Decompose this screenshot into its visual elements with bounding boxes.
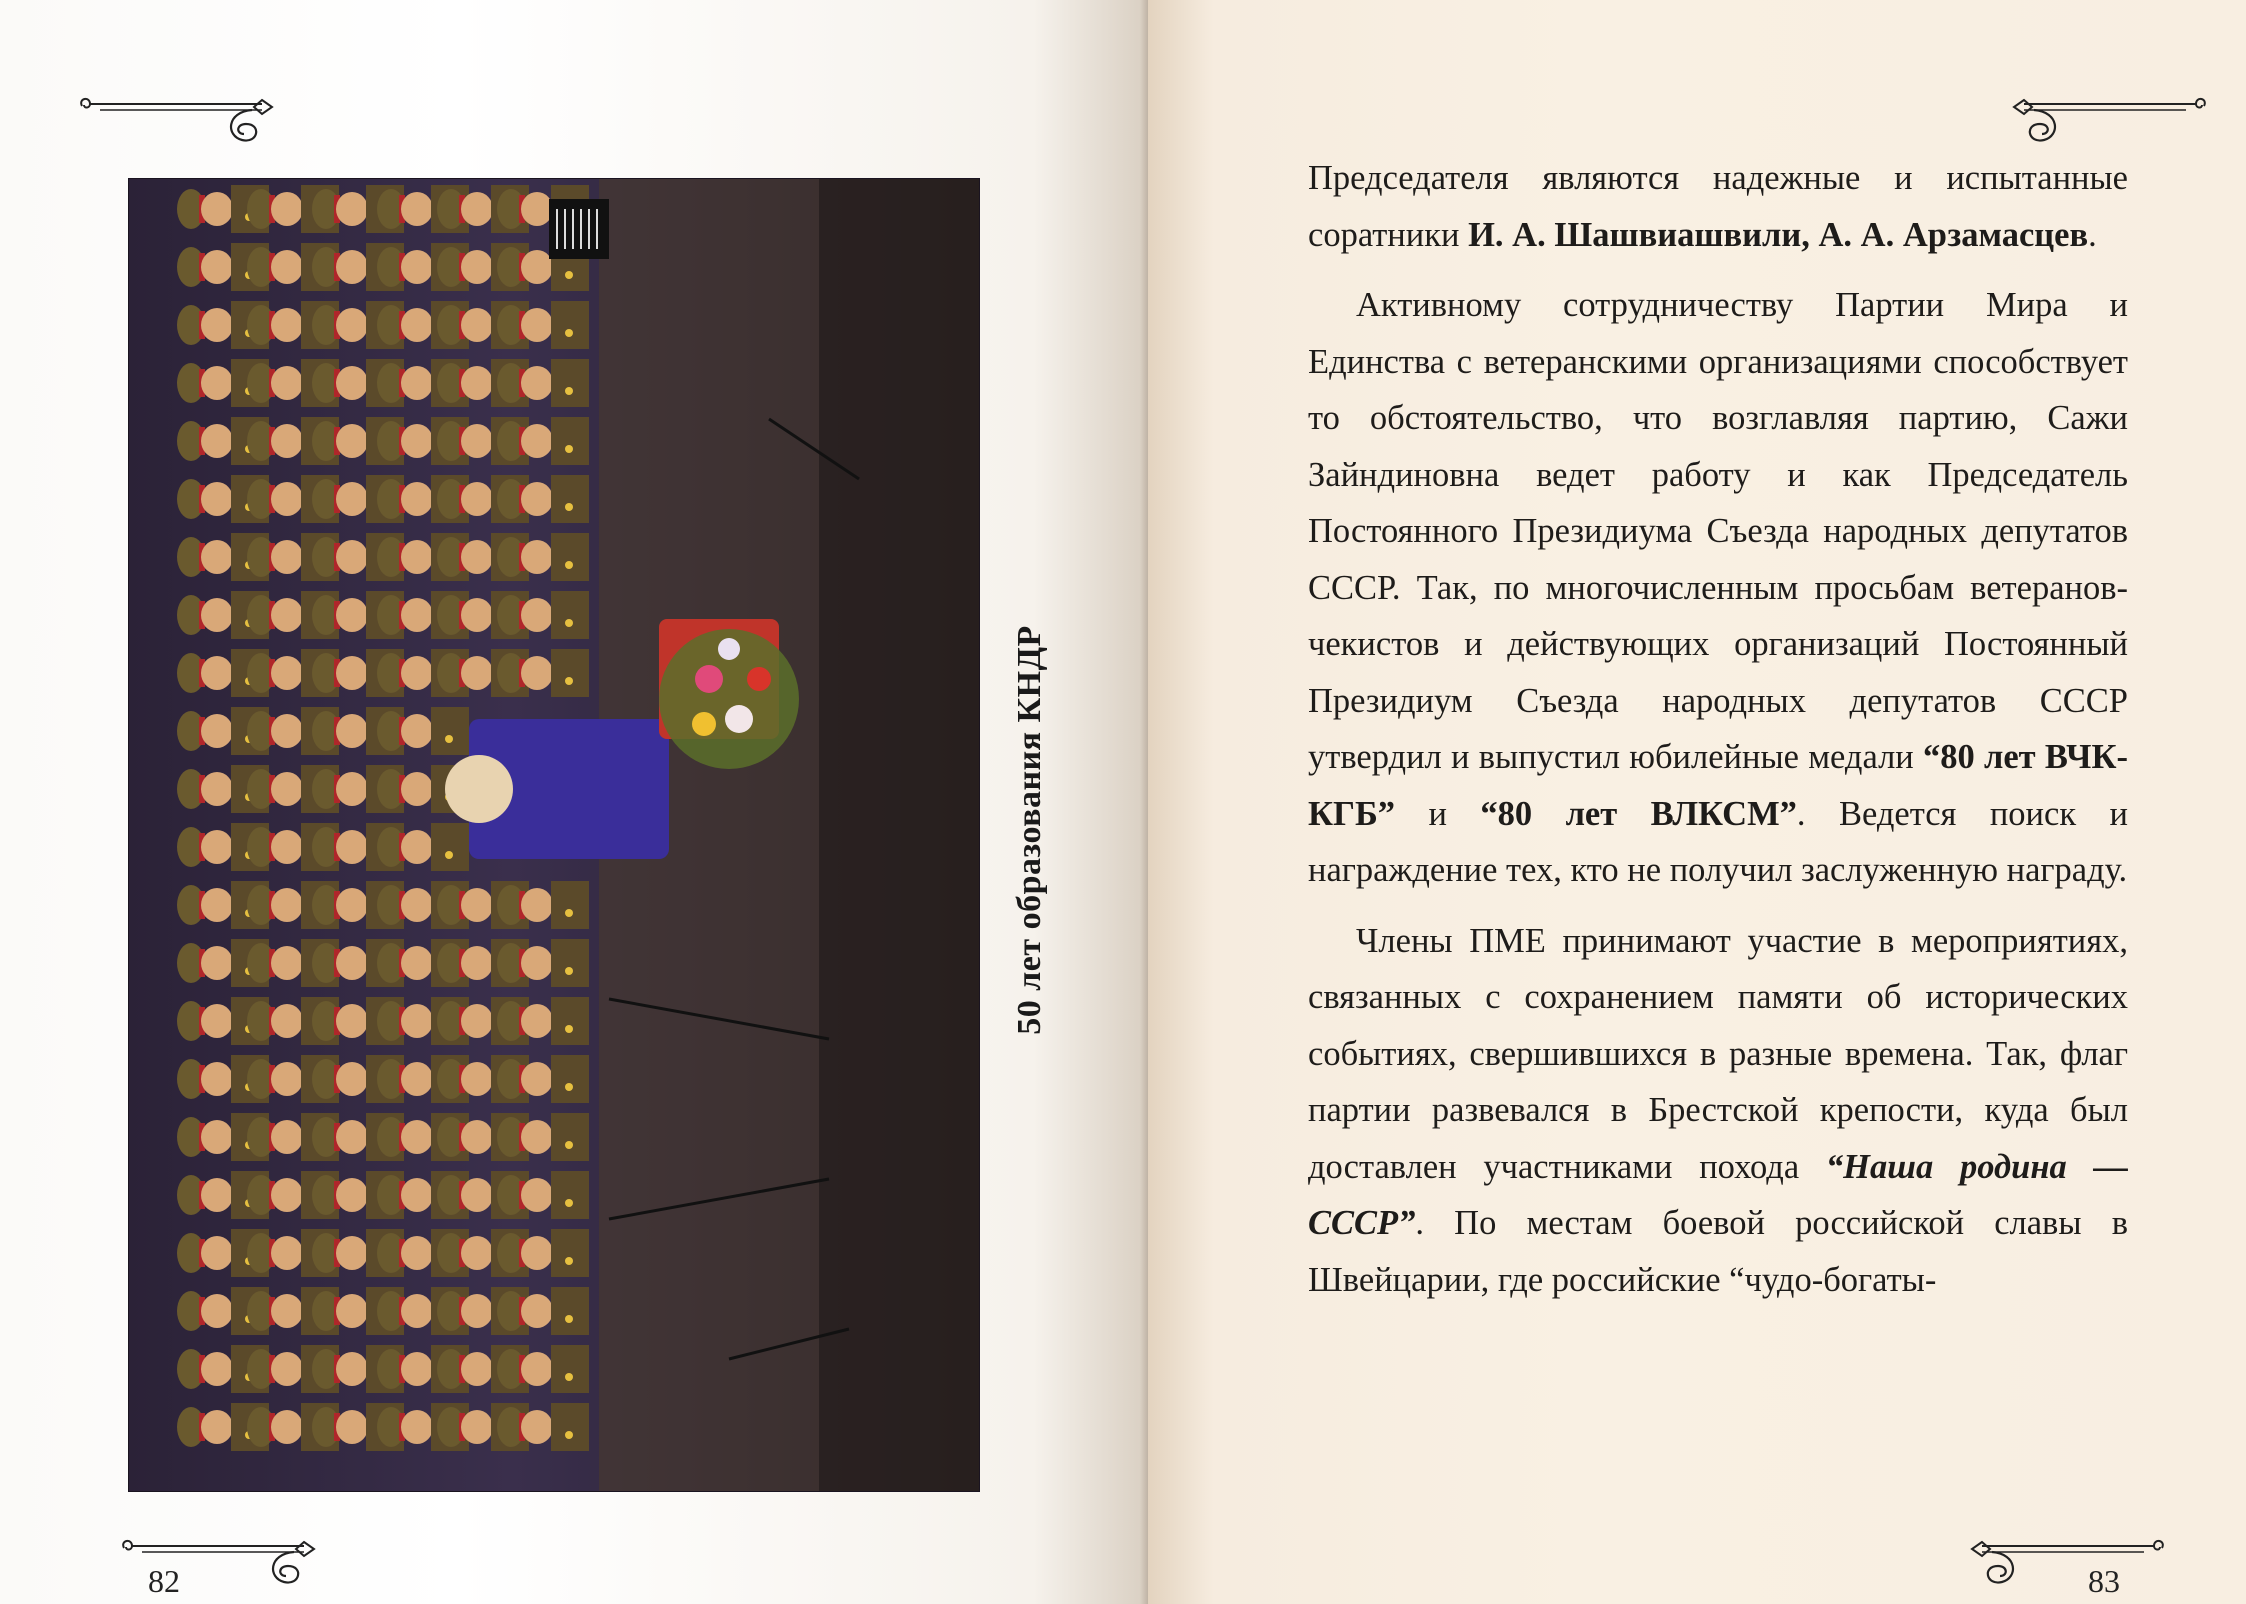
bottom-flourish-ornament-icon	[1958, 1534, 2168, 1594]
p2-text-2: и	[1395, 794, 1481, 833]
body-text	[1308, 150, 2128, 1308]
p3-text-2: . По местам боевой российской славы в Швейцарии, где российские “чудо-богаты-	[1308, 1204, 2128, 1299]
page-number-right: 83	[2088, 1563, 2120, 1599]
top-flourish-ornament-icon	[76, 92, 286, 162]
photo-caption: 50 лет образования КНДР	[1011, 625, 1048, 1035]
paragraph-1	[1308, 150, 2128, 263]
p2-text-3: . Ведется поиск и награждение тех, кто не получил заслуженную награду.	[1308, 794, 2128, 889]
p2-medal-2: “80 лет ВЛКСМ”	[1480, 794, 1797, 833]
p2-medal-1: “80 лет ВЧК-КГБ”	[1308, 738, 2129, 833]
right-page	[1148, 0, 2246, 1604]
p1-text-1: Председателя являются надежные и испытанные соратники	[1308, 159, 2128, 254]
p1-text-2: .	[2088, 215, 2097, 254]
p2-text-1: Активному сотрудничеству Партии Мира и Единства с ветеранскими организациями способствует то обстоятельство, что возглавляя партию, Сажи Зайндиновна ведет работу и как Председатель Постоянного Президиума Съезда народных депутатов СССР. Так, по многочисленным просьбам ветеранов-чекистов и действующих организаций Постоянный Президиум Съезда народных депутатов СССР утвердил и выпустил юбилейные медали	[1308, 286, 2128, 776]
p3-campaign-name: “Наша родина — СССР”	[1308, 1147, 2128, 1242]
p3-text-1: Члены ПМЕ принимают участие в мероприятиях, связанных с сохранением памяти об исторических событиях, свершившихся в разные времена. Так, флаг партии развевался в Брестской крепости, куда был доставлен участниками похода	[1308, 921, 2128, 1186]
paragraph-2	[1308, 277, 2128, 899]
paragraph-3	[1308, 913, 2128, 1309]
photo-choir-ceremony	[128, 178, 980, 1492]
page-number-left: 82	[148, 1563, 180, 1599]
p1-names: И. А. Шашвиашвили, А. А. Арзамасцев	[1468, 215, 2089, 254]
